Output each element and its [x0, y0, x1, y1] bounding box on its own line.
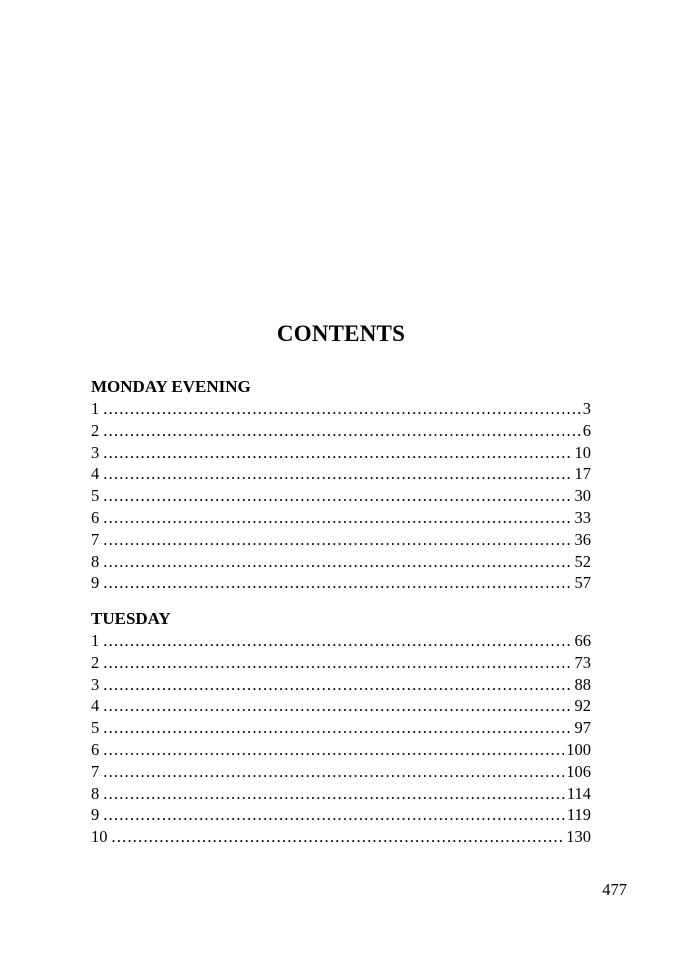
toc-entry-number: 10 — [91, 827, 108, 847]
toc-entry-page: 88 — [574, 674, 591, 694]
toc-entry-page: 97 — [574, 718, 591, 738]
toc-entry-number: 1 — [91, 399, 100, 418]
toc-entry-number: 7 — [91, 529, 100, 549]
toc-entry-page: 106 — [566, 761, 591, 781]
dot-leader — [103, 572, 572, 594]
toc-entry-page: 10 — [574, 442, 591, 462]
toc-entry-page: 92 — [574, 696, 591, 716]
toc-entry-page: 119 — [566, 805, 591, 825]
dot-leader — [103, 507, 572, 529]
dot-leader — [103, 717, 572, 739]
toc-entry-number: 5 — [91, 718, 100, 738]
toc-entry — [91, 783, 591, 805]
toc-entry-page: 66 — [574, 631, 591, 650]
dot-leader — [103, 630, 572, 652]
dot-leader — [103, 398, 581, 420]
toc-entry — [91, 804, 591, 826]
toc-entry — [91, 739, 591, 761]
toc-entry — [91, 717, 591, 739]
toc-entry-number: 6 — [91, 507, 100, 527]
dot-leader — [103, 783, 565, 805]
toc-entry-page: 36 — [574, 529, 591, 549]
toc-entry-list — [91, 630, 591, 848]
toc-entry-number: 4 — [91, 696, 100, 716]
section-heading: TUESDAY — [91, 609, 171, 628]
toc-entry-page: 30 — [574, 486, 591, 506]
toc-entry — [91, 630, 591, 652]
toc-entry — [91, 529, 591, 551]
toc-entry — [91, 761, 591, 783]
toc-entry-page: 17 — [574, 464, 591, 484]
toc-entry-number: 6 — [91, 739, 100, 759]
page-title: CONTENTS — [276, 321, 406, 347]
toc-entry-number: 2 — [91, 652, 100, 672]
toc-entry-page: 52 — [574, 551, 591, 571]
section-heading: MONDAY EVENING — [91, 377, 251, 396]
toc-entry-list — [91, 398, 591, 594]
dot-leader — [112, 826, 565, 848]
toc-entry-number: 5 — [91, 486, 100, 506]
dot-leader — [103, 442, 572, 464]
toc-entry — [91, 572, 591, 594]
toc-entry-number: 9 — [91, 805, 100, 825]
toc-entry — [91, 507, 591, 529]
dot-leader — [103, 761, 564, 783]
toc-entry-number: 2 — [91, 420, 100, 440]
dot-leader — [103, 804, 565, 826]
toc-entry-number: 7 — [91, 761, 100, 781]
dot-leader — [103, 420, 581, 442]
toc-entry-page: 3 — [582, 399, 591, 418]
toc-entry-page: 130 — [566, 827, 591, 847]
dot-leader — [103, 529, 572, 551]
toc-entry — [91, 420, 591, 442]
toc-entry — [91, 652, 591, 674]
toc-entry-page: 33 — [574, 507, 591, 527]
toc-section-monday-evening — [91, 376, 591, 594]
dot-leader — [103, 739, 564, 761]
toc-entry-page: 114 — [566, 783, 591, 803]
toc-section-tuesday — [91, 608, 591, 848]
toc-entry-number: 9 — [91, 573, 100, 593]
toc-entry-number: 3 — [91, 674, 100, 694]
toc-entry — [91, 695, 591, 717]
toc-entry-page: 6 — [582, 420, 591, 440]
dot-leader — [103, 652, 572, 674]
toc-entry — [91, 463, 591, 485]
dot-leader — [103, 463, 572, 485]
toc-entry-page: 100 — [566, 739, 591, 759]
toc-entry — [91, 485, 591, 507]
toc-entry-number: 3 — [91, 442, 100, 462]
toc-entry — [91, 826, 591, 848]
toc-entry-number: 4 — [91, 464, 100, 484]
toc-entry-number: 8 — [91, 783, 100, 803]
toc-entry — [91, 551, 591, 573]
dot-leader — [103, 695, 572, 717]
toc-entry — [91, 674, 591, 696]
dot-leader — [103, 551, 572, 573]
page-number: 477 — [602, 880, 627, 899]
toc-entry-page: 73 — [574, 652, 591, 672]
toc-entry-page: 57 — [574, 573, 591, 593]
toc-entry — [91, 398, 591, 420]
dot-leader — [103, 674, 572, 696]
dot-leader — [103, 485, 572, 507]
toc-entry — [91, 442, 591, 464]
toc-entry-number: 8 — [91, 551, 100, 571]
toc-entry-number: 1 — [91, 631, 100, 650]
